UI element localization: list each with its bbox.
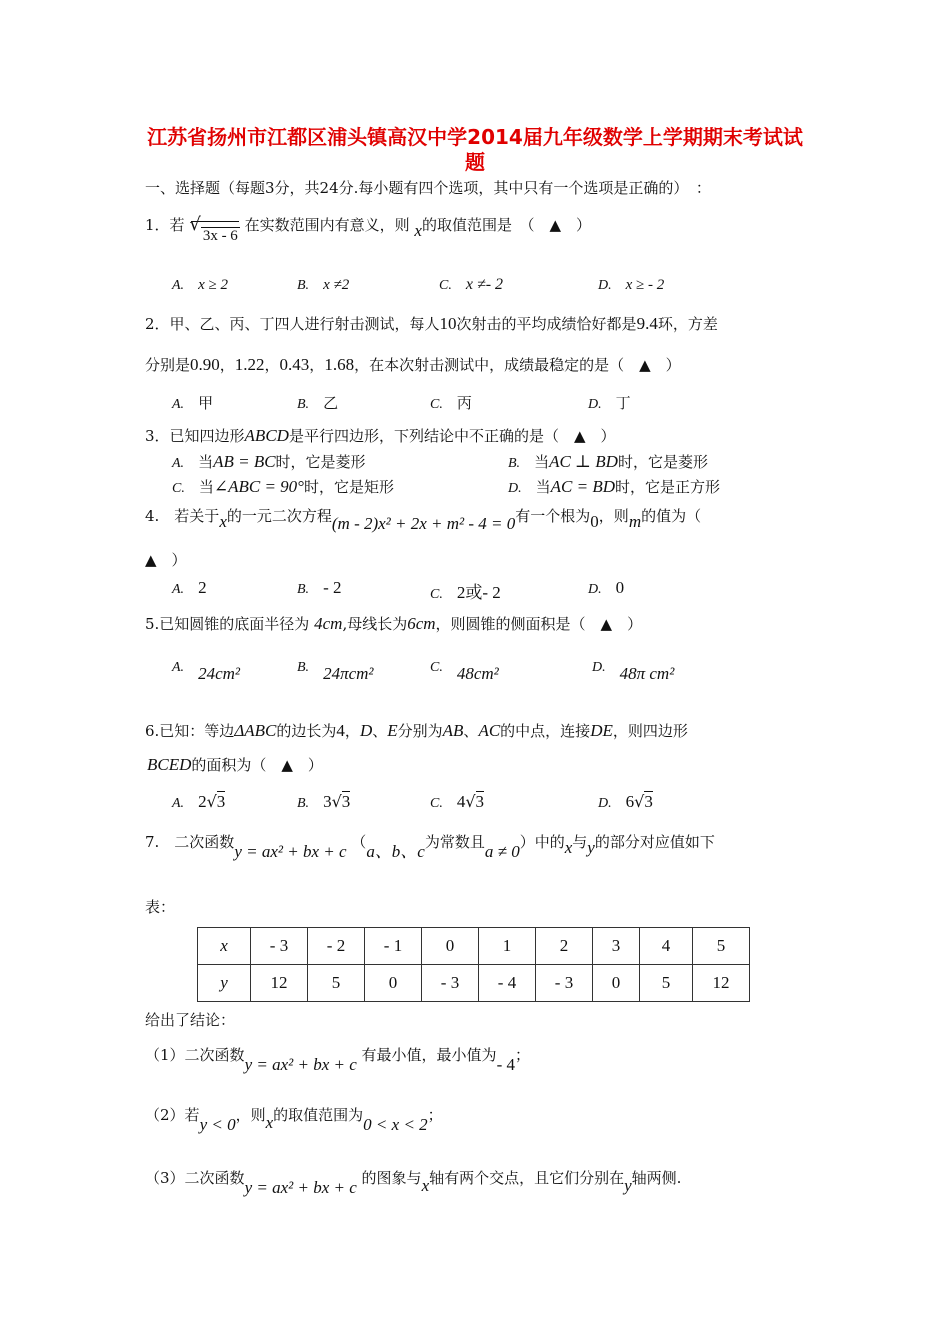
conclusion-1: （1）二次函数y = ax² + bx + c 有最小值，最小值为- 4； — [145, 1046, 530, 1074]
q3-option-b[interactable]: B. 当AC ⊥ BD时，它是菱形 — [508, 452, 708, 471]
table-cell: 12 — [693, 965, 750, 1002]
q4-option-b[interactable]: B. - 2 — [297, 578, 342, 597]
q1-option-c[interactable]: C. x ≠- 2 — [439, 276, 504, 293]
table-cell: 2 — [536, 928, 593, 965]
table-cell: 0 — [593, 965, 640, 1002]
table-cell: - 1 — [365, 928, 422, 965]
table-cell: 4 — [640, 928, 693, 965]
question-2-line-1: 2．甲、乙、丙、丁四人进行射击测试，每人10次射击的平均成绩恰好都是9.4环，方差 — [145, 314, 718, 333]
question-3: 3．已知四边形ABCD是平行四边形，下列结论中不正确的是（ ▲ ） — [145, 426, 616, 445]
q6-option-b[interactable]: B. 3√3 — [297, 792, 351, 811]
q3-option-c[interactable]: C. 当∠ABC = 90°时，它是矩形 — [172, 477, 394, 496]
question-4-cont: ▲ ） — [145, 551, 187, 569]
table-cell: 0 — [365, 965, 422, 1002]
table-cell: - 3 — [422, 965, 479, 1002]
q2-option-d[interactable]: D. 丁 — [588, 394, 631, 412]
q4-option-d[interactable]: D. 0 — [588, 578, 625, 597]
q1-option-d[interactable]: D. x ≥ - 2 — [598, 277, 665, 293]
q2-option-a[interactable]: A. 甲 — [172, 394, 214, 412]
table-cell: 5 — [640, 965, 693, 1002]
q6-option-d[interactable]: D. 6√3 — [598, 792, 653, 811]
q2-option-c[interactable]: C. 丙 — [430, 394, 472, 412]
question-4: 4. 若关于x的一元二次方程(m - 2)x² + 2x + m² - 4 = 0有一个根为0，则m的值为（ — [145, 507, 702, 533]
question-1 — [145, 214, 591, 244]
q5-option-a[interactable]: A. 24cm² — [172, 660, 240, 683]
q2-option-b[interactable]: B. 乙 — [297, 394, 339, 412]
table-cell: - 3 — [536, 965, 593, 1002]
table-cell: 3 — [593, 928, 640, 965]
q1-number: 1．若 — [145, 216, 185, 234]
question-6-line-2: BCED的面积为（ ▲ ） — [147, 755, 323, 774]
q1-radicand: 3x - 6 — [202, 228, 238, 244]
q3-option-d[interactable]: D. 当AC = BD时，它是正方形 — [508, 477, 721, 496]
conclusions-heading: 给出了结论： — [145, 1011, 236, 1029]
conclusion-3: （3）二次函数y = ax² + bx + c 的图象与x轴有两个交点，且它们分别在y轴两侧. — [145, 1169, 682, 1197]
table-cell: - 2 — [308, 928, 365, 965]
table-cell: 1 — [479, 928, 536, 965]
q5-option-c[interactable]: C. 48cm² — [430, 660, 499, 683]
table-row-y — [198, 965, 750, 1002]
table-header-y: y — [198, 965, 251, 1002]
q4-option-a[interactable]: A. 2 — [172, 578, 207, 597]
table-cell: - 4 — [479, 965, 536, 1002]
table-cell: - 3 — [251, 928, 308, 965]
q1-var: x — [414, 221, 422, 240]
question-7: 7. 二次函数y = ax² + bx + c （a、b、c为常数且a ≠ 0）中的x与y的部分对应值如下 — [145, 833, 715, 861]
table-cell: 0 — [422, 928, 479, 965]
table-cell: 5 — [693, 928, 750, 965]
q5-option-b[interactable]: B. 24πcm² — [297, 660, 374, 683]
q1-option-b[interactable]: B. x ≠2 — [297, 277, 350, 293]
value-table — [197, 927, 750, 1002]
table-row-x — [198, 928, 750, 965]
question-2-line-2: 分别是0.90，1.22，0.43，1.68，在本次射击测试中，成绩最稳定的是（ ▲ ） — [145, 355, 681, 374]
q6-option-c[interactable]: C. 4√3 — [430, 792, 485, 811]
q1-tail: 的取值范围是 （ ▲ ） — [421, 216, 591, 234]
question-7-cont: 表： — [145, 898, 176, 916]
q6-option-a[interactable]: A. 2√3 — [172, 792, 226, 811]
question-5: 5.已知圆锥的底面半径为 4cm,母线长为6cm，则圆锥的侧面积是（ ▲ ） — [145, 614, 643, 633]
page-title: 江苏省扬州市江都区浦头镇高汉中学2014届九年级数学上学期期末考试试题 — [147, 125, 803, 174]
q4-option-c[interactable]: C. 2或- 2 — [430, 583, 501, 602]
question-6-line-1: 6.已知：等边ΔABC的边长为4，D、E分别为AB、AC的中点，连接DE，则四边形 — [145, 721, 688, 740]
table-cell: 12 — [251, 965, 308, 1002]
q1-text: 在实数范围内有意义，则 — [244, 216, 410, 234]
q5-option-d[interactable]: D. 48π cm² — [592, 660, 675, 683]
table-header-x: x — [198, 928, 251, 965]
q3-option-a[interactable]: A. 当AB = BC时，它是菱形 — [172, 452, 366, 471]
table-cell: 5 — [308, 965, 365, 1002]
section-heading: 一、选择题（每题3分，共24分.每小题有四个选项，其中只有一个选项是正确的） ： — [145, 179, 711, 197]
q1-option-a[interactable]: A. x ≥ 2 — [172, 277, 228, 293]
conclusion-2: （2）若y < 0，则x的取值范围为0 < x < 2； — [145, 1106, 443, 1134]
q1-sqrt: √3x - 6 — [189, 215, 239, 236]
